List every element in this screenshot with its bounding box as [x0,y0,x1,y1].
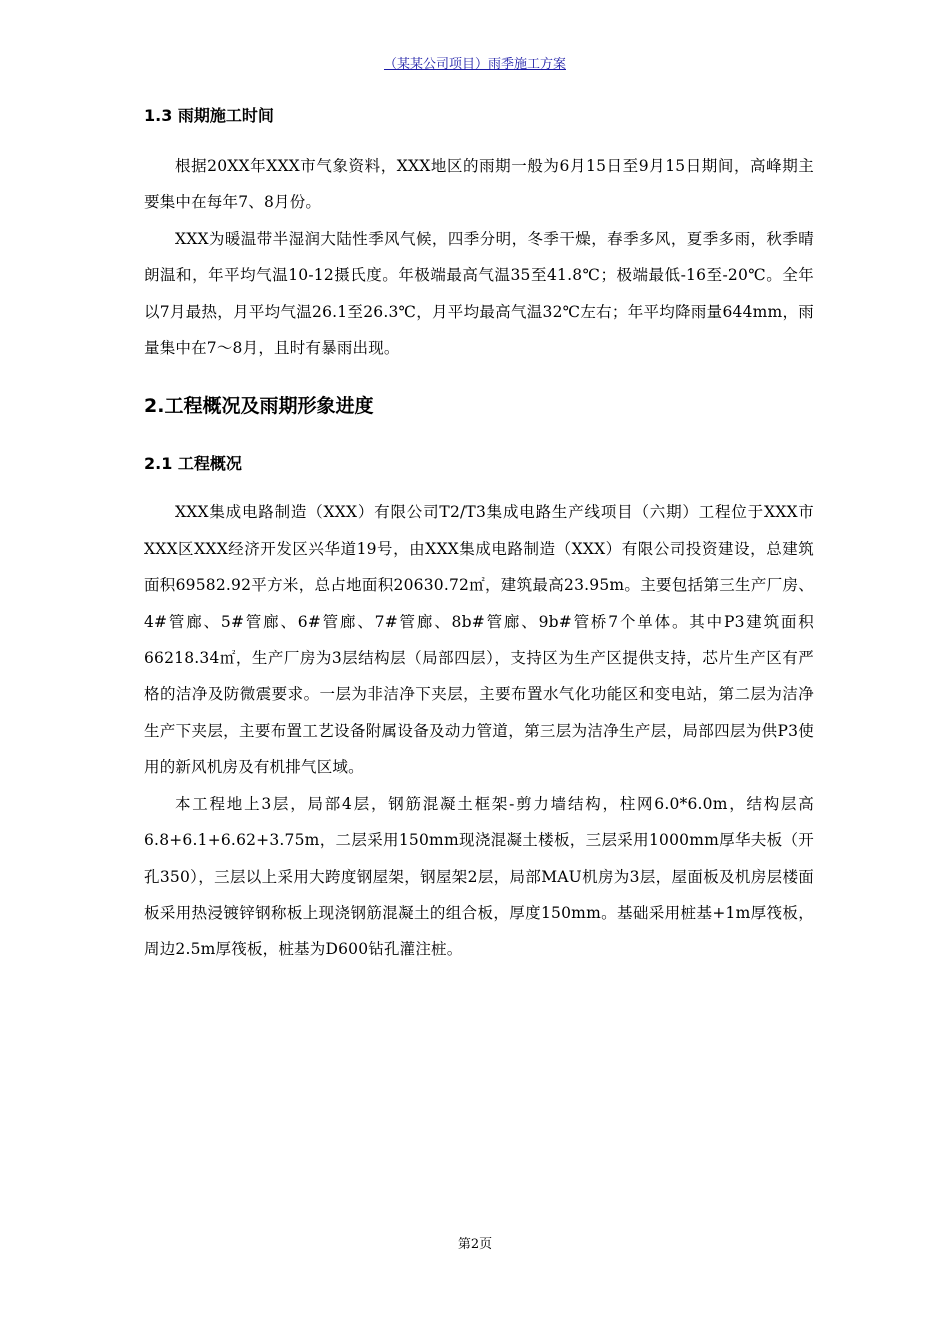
section-heading-1-3: 1.3 雨期施工时间 [144,106,274,125]
paragraph-climate: XXX为暖温带半湿润大陆性季风气候，四季分明，冬季干燥，春季多风，夏季多雨，秋季晴朗温和，年平均气温10-12摄氏度。年极端最高气温35至41.8℃；极端最低-16至-20℃。全年以7月最热，月平均气温26.1至26.3℃，月平均最高气温32℃左右；年平均降雨量644mm，雨量集中在7～8月，且时有暴雨出现。 [144,229,814,358]
page-header [0,56,950,74]
section-heading-2-1: 2.1 工程概况 [144,454,242,474]
section-heading-2: 2.工程概况及雨期形象进度 [144,395,374,418]
paragraph-rain-period: 根据20XX年XXX市气象资料，XXX地区的雨期一般为6月15日至9月15日期间，高峰期主要集中在每年7、8月份。 [144,157,814,212]
page-number: 第2页 [457,1237,493,1252]
page-footer [0,1236,950,1254]
header-title-link[interactable]: （某某公司项目）雨季施工方案 [383,57,566,72]
paragraph-structure: 本工程地上3层，局部4层，钢筋混凝土框架-剪力墙结构，柱网6.0*6.0m，结构层高6.8+6.1+6.62+3.75m，二层采用150mm现浇混凝土楼板，三层采用1000mm厚华夫板（开孔350），三层以上采用大跨度钢屋架，钢屋架2层，局部MAU机房为3层，屋面板及机房层楼面板采用热浸镀锌钢称板上现浇钢筋混凝土的组合板，厚度150mm。基础采用桩基+1m厚筏板，周边2.5m厚筏板，桩基为D600钻孔灌注桩。 [144,794,814,959]
paragraph-project-overview: XXX集成电路制造（XXX）有限公司T2/T3集成电路生产线项目（六期）工程位于XXX市XXX区XXX经济开发区兴华道19号，由XXX集成电路制造（XXX）有限公司投资建设，总建筑面积69582.92平方米，总占地面积20630.72㎡，建筑最高23.95m。主要包括第三生产厂房、4#管廊、5#管廊、6#管廊、7#管廊、8b#管廊、9b#管桥7个单体。其中P3建筑面积66218.34㎡，生产厂房为3层结构层（局部四层），支持区为生产区提供支持，芯片生产区有严格的洁净及防微震要求。一层为非洁净下夹层，主要布置水气化功能区和变电站，第二层为洁净生产下夹层，主要布置工艺设备附属设备及动力管道，第三层为洁净生产层，局部四层为供P3使用的新风机房及有机排气区域。 [144,503,814,777]
document-body [144,102,814,968]
